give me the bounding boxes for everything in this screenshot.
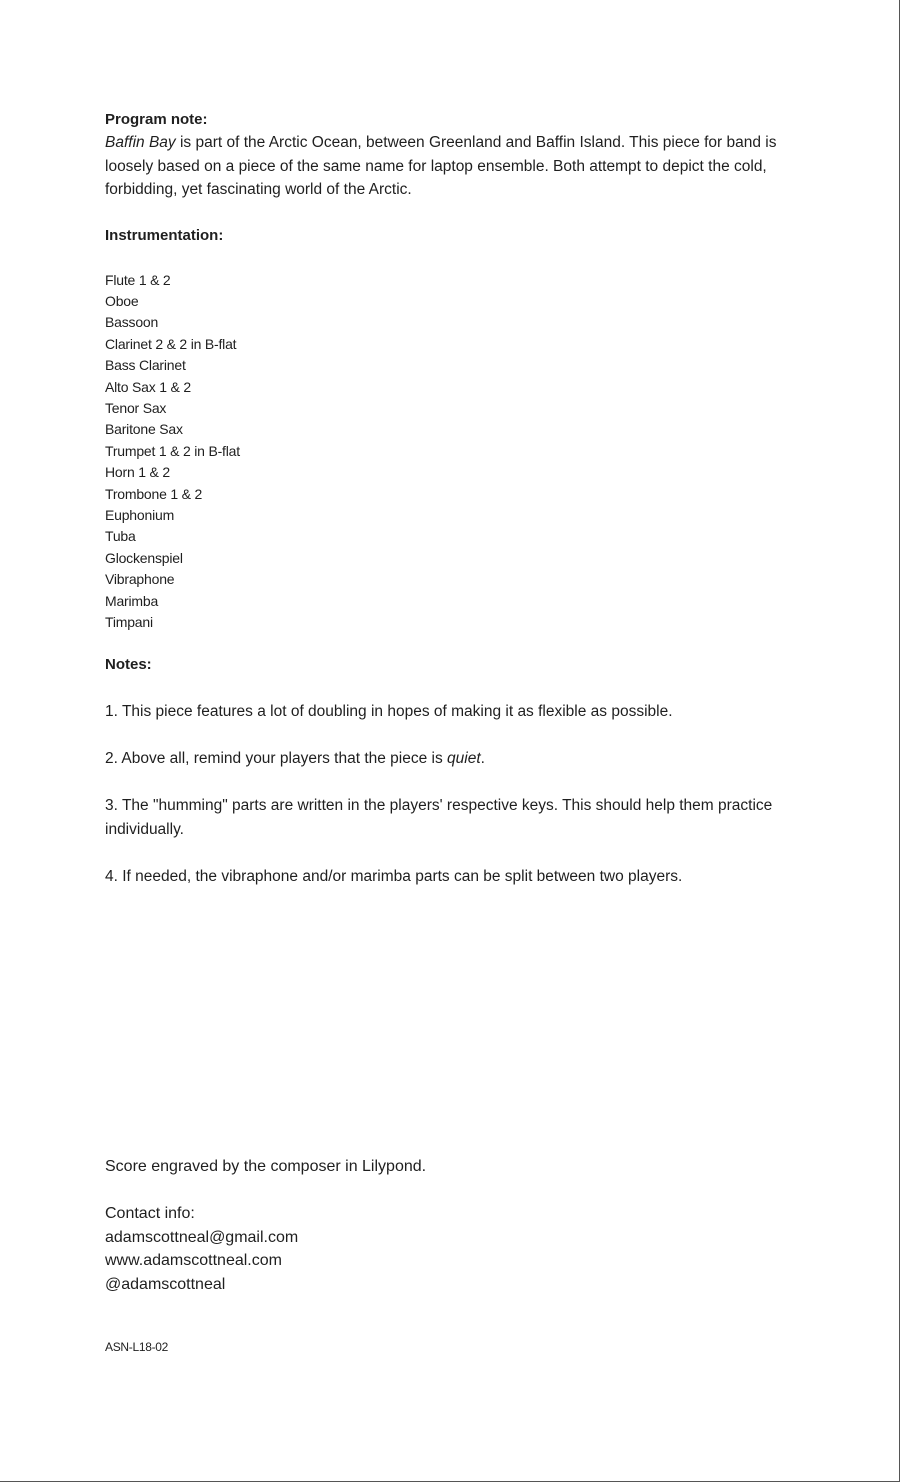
notes-list [105,700,805,888]
note-text: 1. This piece features a lot of doubling in hopes of making it as flexible as possible. [105,703,673,721]
instrument-item: Tenor Sax [105,399,167,416]
note-item [105,700,805,724]
instrument-item: Marimba [105,592,159,609]
catalog-code: ASN-L18-02 [105,1340,169,1354]
contact-handle: @adamscottneal [105,1275,226,1293]
instrument-item: Alto Sax 1 & 2 [105,378,191,395]
piece-title: Baffin Bay [105,134,176,151]
credits-section [105,1155,805,1296]
program-note-body: is part of the Arctic Ocean, between Greenland and Baffin Island. This piece for band is loosely based on a piece of the same name for laptop ensemble. Both attempt to depict the cold, forbidding, yet fascinating world of the Arctic. [105,134,777,198]
instrumentation-heading: Instrumentation: [105,226,224,244]
instrument-item: Trombone 1 & 2 [105,485,203,502]
notes-heading: Notes: [105,656,152,674]
engraving-credit: Score engraved by the composer in Lilypond. [105,1158,427,1175]
instrument-item: Clarinet 2 & 2 in B-flat [105,335,237,352]
note-item [105,794,805,841]
instrument-item: Tuba [105,528,136,545]
instrument-item: Horn 1 & 2 [105,464,170,481]
main-content [105,108,805,912]
instrument-item: Flute 1 & 2 [105,271,171,288]
note-text: 4. If needed, the vibraphone and/or marimba parts can be split between two players. [105,867,683,885]
instrument-item: Vibraphone [105,571,175,588]
instrument-item: Baritone Sax [105,421,183,438]
contact-label: Contact info: [105,1205,195,1222]
program-note-paragraph [105,131,805,202]
instrument-list [105,270,805,634]
instrument-item: Trumpet 1 & 2 in B-flat [105,442,240,459]
instrument-item: Timpani [105,614,153,630]
note-text-end: . [480,750,485,768]
instrument-item: Oboe [105,292,139,309]
instrument-item: Bass Clarinet [105,357,186,374]
instrument-item: Glockenspiel [105,549,183,566]
contact-block [105,1202,805,1296]
program-note-section [105,108,805,202]
contact-website: www.adamscottneal.com [105,1252,282,1269]
instrumentation-section [105,224,805,634]
contact-email: adamscottneal@gmail.com [105,1228,299,1246]
instrument-item: Euphonium [105,506,175,523]
note-item [105,865,805,889]
note-item [105,747,805,771]
notes-section [105,653,805,888]
note-text: 2. Above all, remind your players that the piece is [105,750,448,768]
instrument-item: Bassoon [105,314,159,331]
note-emphasis: quiet [447,750,481,768]
note-text: 3. The "humming" parts are written in the players' respective keys. This should help them practice individually. [105,797,773,838]
program-note-heading: Program note: [105,111,208,128]
